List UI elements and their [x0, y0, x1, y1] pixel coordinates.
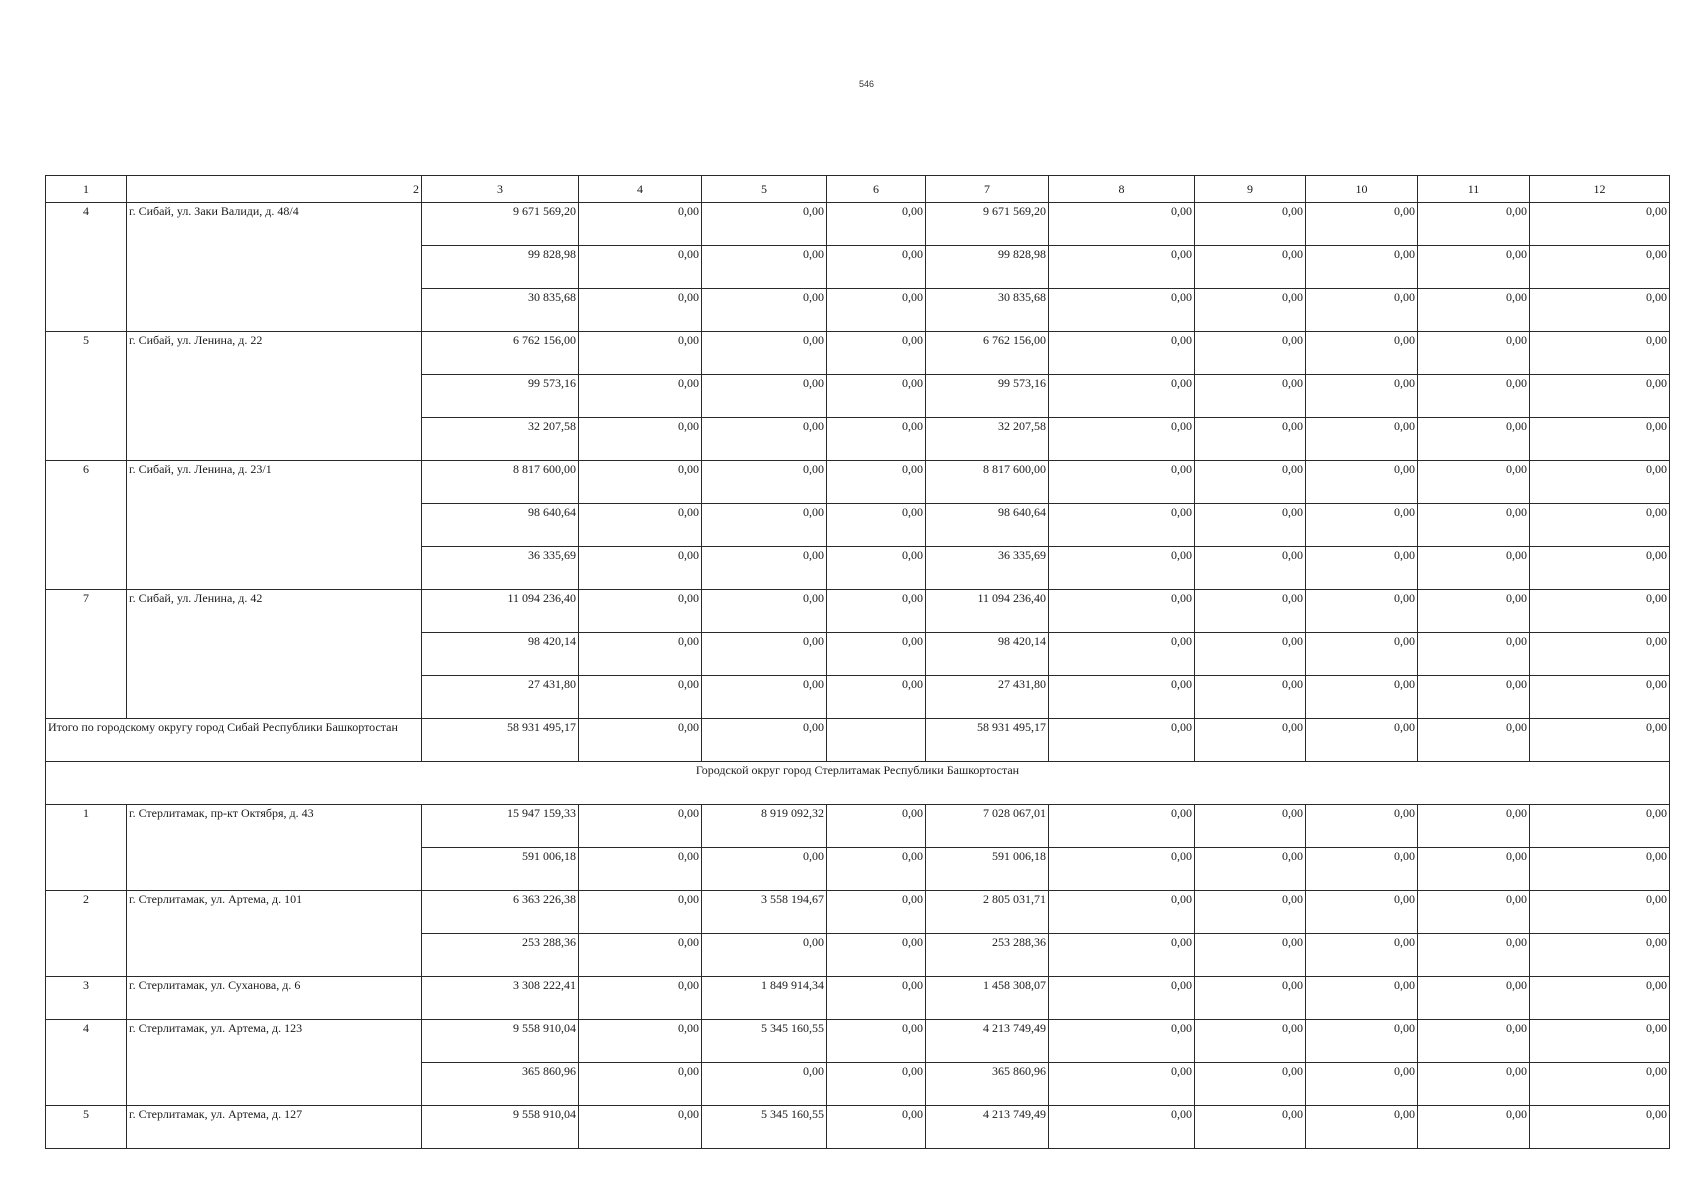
table-row — [46, 203, 1670, 246]
amount-cell: 0,00 — [1418, 633, 1530, 676]
row-number: 5 — [46, 1106, 127, 1149]
amount-cell: 0,00 — [1530, 289, 1670, 332]
amount-cell: 1 849 914,34 — [702, 977, 827, 1020]
amount-cell: 0,00 — [702, 332, 827, 375]
row-number: 3 — [46, 977, 127, 1020]
object-address: г. Стерлитамак, пр-кт Октября, д. 43 — [127, 805, 422, 891]
row-number: 2 — [46, 891, 127, 977]
amount-cell: 0,00 — [1530, 934, 1670, 977]
column-number: 10 — [1306, 176, 1418, 203]
object-address: г. Сибай, ул. Ленина, д. 23/1 — [127, 461, 422, 590]
amount-cell: 365 860,96 — [926, 1063, 1049, 1106]
amount-cell: 0,00 — [1530, 418, 1670, 461]
amount-cell: 99 828,98 — [422, 246, 579, 289]
amount-cell: 0,00 — [579, 461, 702, 504]
amount-cell: 0,00 — [827, 375, 926, 418]
amount-cell: 0,00 — [827, 848, 926, 891]
amount-cell: 0,00 — [1306, 246, 1418, 289]
amount-cell: 0,00 — [1418, 547, 1530, 590]
amount-cell: 98 420,14 — [422, 633, 579, 676]
amount-cell: 30 835,68 — [422, 289, 579, 332]
amount-cell: 0,00 — [1195, 203, 1306, 246]
amount-cell: 0,00 — [579, 1106, 702, 1149]
amount-cell: 591 006,18 — [422, 848, 579, 891]
column-number: 6 — [827, 176, 926, 203]
amount-cell: 0,00 — [1418, 504, 1530, 547]
amount-cell: 0,00 — [1049, 891, 1195, 934]
object-address: г. Сибай, ул. Заки Валиди, д. 48/4 — [127, 203, 422, 332]
amount-cell: 15 947 159,33 — [422, 805, 579, 848]
column-number: 3 — [422, 176, 579, 203]
table-row — [46, 1106, 1670, 1149]
amount-cell: 98 420,14 — [926, 633, 1049, 676]
amount-cell: 0,00 — [1195, 719, 1306, 762]
amount-cell: 0,00 — [1306, 289, 1418, 332]
total-label: Итого по городскому округу город Сибай Республики Башкортостан — [46, 719, 422, 762]
amount-cell: 0,00 — [1049, 848, 1195, 891]
object-address: г. Сибай, ул. Ленина, д. 42 — [127, 590, 422, 719]
amount-cell: 0,00 — [1418, 461, 1530, 504]
amount-cell: 0,00 — [1306, 934, 1418, 977]
amount-cell: 0,00 — [1049, 1020, 1195, 1063]
budget-table — [45, 175, 1670, 1149]
amount-cell: 0,00 — [702, 418, 827, 461]
amount-cell: 0,00 — [1530, 203, 1670, 246]
object-address: г. Стерлитамак, ул. Артема, д. 123 — [127, 1020, 422, 1106]
amount-cell: 0,00 — [1418, 1020, 1530, 1063]
row-number: 1 — [46, 805, 127, 891]
table-row — [46, 891, 1670, 934]
amount-cell: 0,00 — [1418, 676, 1530, 719]
amount-cell: 0,00 — [1049, 633, 1195, 676]
amount-cell: 0,00 — [579, 891, 702, 934]
amount-cell: 6 762 156,00 — [422, 332, 579, 375]
amount-cell: 0,00 — [1418, 418, 1530, 461]
amount-cell: 0,00 — [1049, 805, 1195, 848]
amount-cell: 0,00 — [1049, 977, 1195, 1020]
amount-cell: 1 458 308,07 — [926, 977, 1049, 1020]
amount-cell: 6 762 156,00 — [926, 332, 1049, 375]
amount-cell: 0,00 — [1530, 633, 1670, 676]
amount-cell: 0,00 — [1195, 633, 1306, 676]
amount-cell: 0,00 — [1049, 504, 1195, 547]
amount-cell: 0,00 — [827, 1020, 926, 1063]
amount-cell: 0,00 — [579, 203, 702, 246]
amount-cell: 0,00 — [1306, 375, 1418, 418]
amount-cell: 0,00 — [827, 418, 926, 461]
amount-cell: 0,00 — [827, 590, 926, 633]
row-number: 5 — [46, 332, 127, 461]
amount-cell: 0,00 — [1530, 1106, 1670, 1149]
amount-cell: 0,00 — [1049, 719, 1195, 762]
amount-cell: 0,00 — [1306, 633, 1418, 676]
amount-cell: 0,00 — [827, 1063, 926, 1106]
amount-cell: 32 207,58 — [422, 418, 579, 461]
amount-cell: 0,00 — [1195, 1106, 1306, 1149]
column-number: 12 — [1530, 176, 1670, 203]
amount-cell: 36 335,69 — [422, 547, 579, 590]
object-address: г. Стерлитамак, ул. Артема, д. 101 — [127, 891, 422, 977]
amount-cell: 98 640,64 — [422, 504, 579, 547]
amount-cell: 0,00 — [1195, 1063, 1306, 1106]
amount-cell: 58 931 495,17 — [422, 719, 579, 762]
amount-cell: 0,00 — [1418, 1063, 1530, 1106]
amount-cell: 0,00 — [579, 633, 702, 676]
total-row — [46, 719, 1670, 762]
column-number: 2 — [127, 176, 422, 203]
amount-cell: 0,00 — [1306, 1020, 1418, 1063]
amount-cell: 0,00 — [579, 246, 702, 289]
table-body — [46, 203, 1670, 1149]
amount-cell: 0,00 — [1530, 891, 1670, 934]
amount-cell: 0,00 — [1530, 676, 1670, 719]
amount-cell — [827, 719, 926, 762]
amount-cell: 0,00 — [579, 590, 702, 633]
row-number: 4 — [46, 1020, 127, 1106]
amount-cell: 99 573,16 — [926, 375, 1049, 418]
amount-cell: 0,00 — [579, 1020, 702, 1063]
amount-cell: 99 573,16 — [422, 375, 579, 418]
amount-cell: 0,00 — [1306, 332, 1418, 375]
amount-cell: 0,00 — [1306, 203, 1418, 246]
amount-cell: 0,00 — [1306, 547, 1418, 590]
amount-cell: 0,00 — [579, 418, 702, 461]
amount-cell: 0,00 — [1195, 1020, 1306, 1063]
amount-cell: 0,00 — [702, 633, 827, 676]
amount-cell: 0,00 — [827, 934, 926, 977]
amount-cell: 3 308 222,41 — [422, 977, 579, 1020]
amount-cell: 30 835,68 — [926, 289, 1049, 332]
amount-cell: 0,00 — [827, 1106, 926, 1149]
amount-cell: 11 094 236,40 — [926, 590, 1049, 633]
amount-cell: 0,00 — [1195, 848, 1306, 891]
page-number: 546 — [858, 79, 875, 89]
amount-cell: 0,00 — [1530, 332, 1670, 375]
amount-cell: 0,00 — [1049, 332, 1195, 375]
amount-cell: 0,00 — [1418, 719, 1530, 762]
amount-cell: 253 288,36 — [422, 934, 579, 977]
amount-cell: 0,00 — [1195, 547, 1306, 590]
amount-cell: 0,00 — [1306, 719, 1418, 762]
amount-cell: 4 213 749,49 — [926, 1020, 1049, 1063]
amount-cell: 0,00 — [1049, 1063, 1195, 1106]
amount-cell: 0,00 — [1049, 289, 1195, 332]
amount-cell: 7 028 067,01 — [926, 805, 1049, 848]
amount-cell: 365 860,96 — [422, 1063, 579, 1106]
amount-cell: 5 345 160,55 — [702, 1106, 827, 1149]
amount-cell: 0,00 — [827, 805, 926, 848]
table-row — [46, 332, 1670, 375]
object-address: г. Сибай, ул. Ленина, д. 22 — [127, 332, 422, 461]
amount-cell: 0,00 — [579, 848, 702, 891]
column-number: 9 — [1195, 176, 1306, 203]
amount-cell: 0,00 — [827, 504, 926, 547]
amount-cell: 5 345 160,55 — [702, 1020, 827, 1063]
amount-cell: 0,00 — [579, 289, 702, 332]
amount-cell: 6 363 226,38 — [422, 891, 579, 934]
amount-cell: 0,00 — [1049, 590, 1195, 633]
amount-cell: 0,00 — [702, 375, 827, 418]
column-number-row — [46, 176, 1670, 203]
amount-cell: 0,00 — [579, 504, 702, 547]
amount-cell: 0,00 — [579, 934, 702, 977]
amount-cell: 0,00 — [579, 547, 702, 590]
amount-cell: 0,00 — [827, 461, 926, 504]
amount-cell: 0,00 — [1530, 547, 1670, 590]
amount-cell: 0,00 — [1418, 891, 1530, 934]
amount-cell: 0,00 — [1418, 375, 1530, 418]
row-number: 4 — [46, 203, 127, 332]
amount-cell: 0,00 — [827, 246, 926, 289]
amount-cell: 0,00 — [579, 332, 702, 375]
amount-cell: 0,00 — [702, 547, 827, 590]
column-number: 8 — [1049, 176, 1195, 203]
amount-cell: 9 558 910,04 — [422, 1020, 579, 1063]
amount-cell: 0,00 — [827, 676, 926, 719]
amount-cell: 0,00 — [1418, 590, 1530, 633]
amount-cell: 9 558 910,04 — [422, 1106, 579, 1149]
amount-cell: 0,00 — [1306, 418, 1418, 461]
amount-cell: 0,00 — [702, 719, 827, 762]
amount-cell: 0,00 — [1195, 934, 1306, 977]
amount-cell: 0,00 — [1418, 805, 1530, 848]
amount-cell: 0,00 — [1418, 332, 1530, 375]
amount-cell: 0,00 — [1195, 332, 1306, 375]
amount-cell: 0,00 — [702, 590, 827, 633]
amount-cell: 0,00 — [1049, 203, 1195, 246]
column-number: 1 — [46, 176, 127, 203]
amount-cell: 0,00 — [1306, 461, 1418, 504]
amount-cell: 0,00 — [702, 461, 827, 504]
table-row — [46, 805, 1670, 848]
object-address: г. Стерлитамак, ул. Суханова, д. 6 — [127, 977, 422, 1020]
amount-cell: 0,00 — [827, 633, 926, 676]
amount-cell: 0,00 — [1530, 977, 1670, 1020]
row-number: 6 — [46, 461, 127, 590]
amount-cell: 8 817 600,00 — [422, 461, 579, 504]
amount-cell: 0,00 — [1049, 676, 1195, 719]
table-row — [46, 590, 1670, 633]
amount-cell: 36 335,69 — [926, 547, 1049, 590]
amount-cell: 0,00 — [1306, 676, 1418, 719]
amount-cell: 0,00 — [1049, 1106, 1195, 1149]
amount-cell: 0,00 — [579, 375, 702, 418]
amount-cell: 0,00 — [579, 1063, 702, 1106]
section-title: Городской округ город Стерлитамак Республики Башкортостан — [46, 762, 1670, 805]
amount-cell: 0,00 — [827, 977, 926, 1020]
amount-cell: 9 671 569,20 — [422, 203, 579, 246]
table-row — [46, 977, 1670, 1020]
amount-cell: 0,00 — [1306, 504, 1418, 547]
table-row — [46, 1020, 1670, 1063]
amount-cell: 98 640,64 — [926, 504, 1049, 547]
amount-cell: 591 006,18 — [926, 848, 1049, 891]
amount-cell: 0,00 — [1195, 289, 1306, 332]
row-number: 7 — [46, 590, 127, 719]
amount-cell: 0,00 — [702, 289, 827, 332]
amount-cell: 0,00 — [1049, 461, 1195, 504]
amount-cell: 0,00 — [1530, 504, 1670, 547]
amount-cell: 0,00 — [1195, 891, 1306, 934]
amount-cell: 9 671 569,20 — [926, 203, 1049, 246]
amount-cell: 0,00 — [702, 934, 827, 977]
amount-cell: 3 558 194,67 — [702, 891, 827, 934]
table-row — [46, 461, 1670, 504]
amount-cell: 0,00 — [1418, 977, 1530, 1020]
amount-cell: 0,00 — [1195, 676, 1306, 719]
amount-cell: 0,00 — [1530, 590, 1670, 633]
column-number: 5 — [702, 176, 827, 203]
object-address: г. Стерлитамак, ул. Артема, д. 127 — [127, 1106, 422, 1149]
amount-cell: 0,00 — [702, 1063, 827, 1106]
amount-cell: 27 431,80 — [422, 676, 579, 719]
amount-cell: 0,00 — [1195, 246, 1306, 289]
amount-cell: 0,00 — [1195, 504, 1306, 547]
amount-cell: 0,00 — [1418, 289, 1530, 332]
column-number: 7 — [926, 176, 1049, 203]
amount-cell: 0,00 — [1195, 418, 1306, 461]
amount-cell: 0,00 — [579, 977, 702, 1020]
amount-cell: 0,00 — [579, 719, 702, 762]
amount-cell: 0,00 — [1049, 375, 1195, 418]
amount-cell: 0,00 — [1418, 246, 1530, 289]
amount-cell: 0,00 — [1418, 848, 1530, 891]
amount-cell: 0,00 — [1195, 375, 1306, 418]
amount-cell: 0,00 — [1530, 805, 1670, 848]
amount-cell: 0,00 — [827, 891, 926, 934]
amount-cell: 0,00 — [827, 289, 926, 332]
amount-cell: 0,00 — [1049, 246, 1195, 289]
amount-cell: 0,00 — [827, 332, 926, 375]
amount-cell: 0,00 — [702, 203, 827, 246]
amount-cell: 0,00 — [1306, 848, 1418, 891]
amount-cell: 99 828,98 — [926, 246, 1049, 289]
amount-cell: 0,00 — [1530, 375, 1670, 418]
amount-cell: 0,00 — [1306, 1063, 1418, 1106]
amount-cell: 8 817 600,00 — [926, 461, 1049, 504]
amount-cell: 0,00 — [1195, 590, 1306, 633]
amount-cell: 0,00 — [1530, 848, 1670, 891]
amount-cell: 0,00 — [1530, 1063, 1670, 1106]
amount-cell: 11 094 236,40 — [422, 590, 579, 633]
amount-cell: 0,00 — [1049, 547, 1195, 590]
amount-cell: 0,00 — [702, 848, 827, 891]
amount-cell: 253 288,36 — [926, 934, 1049, 977]
amount-cell: 0,00 — [827, 203, 926, 246]
amount-cell: 0,00 — [1418, 1106, 1530, 1149]
amount-cell: 0,00 — [1049, 418, 1195, 461]
amount-cell: 0,00 — [579, 805, 702, 848]
amount-cell: 27 431,80 — [926, 676, 1049, 719]
amount-cell: 0,00 — [1418, 203, 1530, 246]
amount-cell: 0,00 — [1306, 977, 1418, 1020]
amount-cell: 0,00 — [1306, 590, 1418, 633]
amount-cell: 0,00 — [1306, 805, 1418, 848]
amount-cell: 0,00 — [1049, 934, 1195, 977]
amount-cell: 0,00 — [1306, 1106, 1418, 1149]
amount-cell: 4 213 749,49 — [926, 1106, 1049, 1149]
amount-cell: 0,00 — [1195, 461, 1306, 504]
amount-cell: 0,00 — [702, 676, 827, 719]
amount-cell: 0,00 — [702, 246, 827, 289]
table-header — [46, 176, 1670, 203]
column-number: 4 — [579, 176, 702, 203]
amount-cell: 2 805 031,71 — [926, 891, 1049, 934]
amount-cell: 32 207,58 — [926, 418, 1049, 461]
amount-cell: 0,00 — [579, 676, 702, 719]
amount-cell: 0,00 — [1530, 246, 1670, 289]
amount-cell: 8 919 092,32 — [702, 805, 827, 848]
amount-cell: 0,00 — [1530, 1020, 1670, 1063]
amount-cell: 0,00 — [1418, 934, 1530, 977]
amount-cell: 0,00 — [1195, 977, 1306, 1020]
amount-cell: 0,00 — [827, 547, 926, 590]
amount-cell: 0,00 — [1530, 719, 1670, 762]
amount-cell: 0,00 — [1530, 461, 1670, 504]
amount-cell: 0,00 — [1195, 805, 1306, 848]
amount-cell: 0,00 — [1306, 891, 1418, 934]
amount-cell: 58 931 495,17 — [926, 719, 1049, 762]
section-row — [46, 762, 1670, 805]
amount-cell: 0,00 — [702, 504, 827, 547]
column-number: 11 — [1418, 176, 1530, 203]
